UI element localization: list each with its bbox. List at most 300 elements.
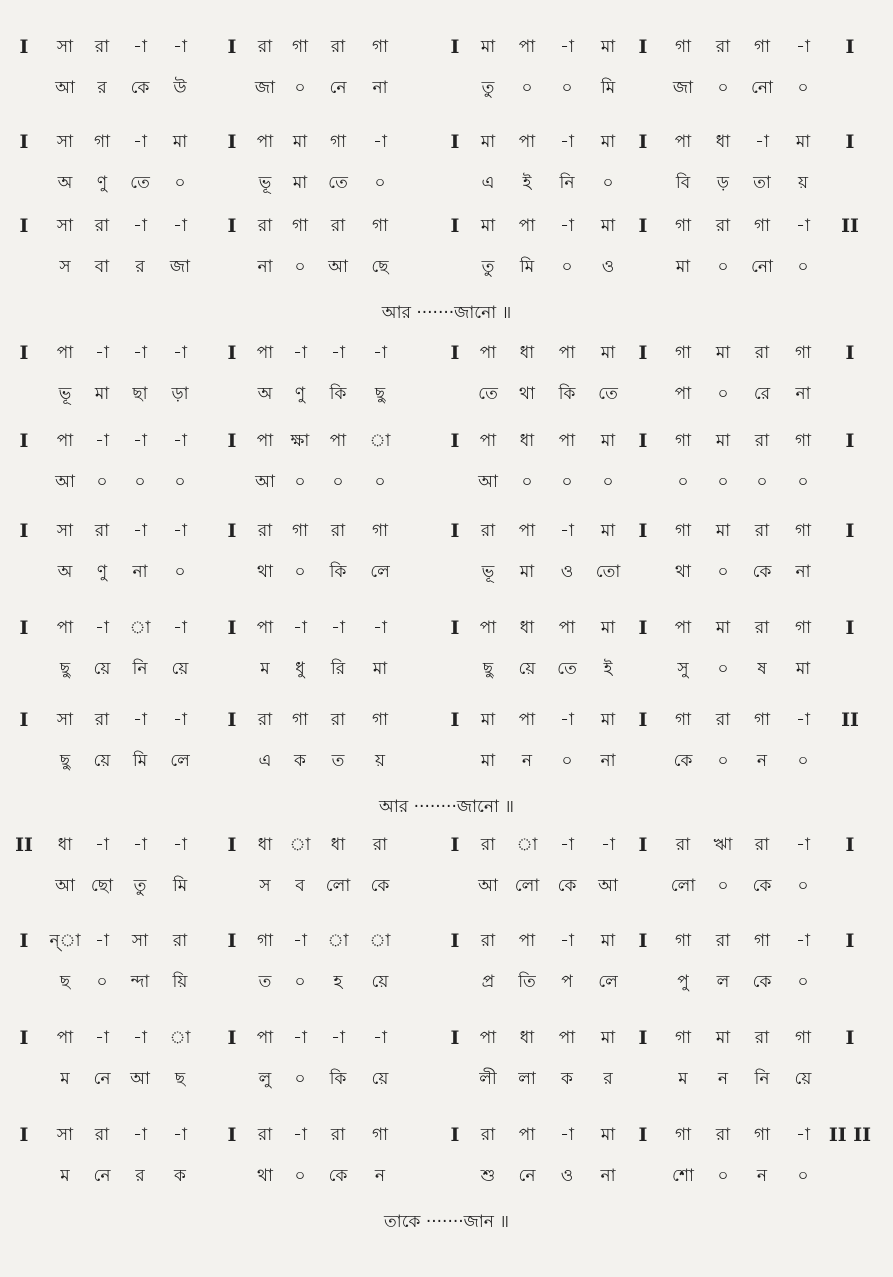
note-cell: -া	[560, 835, 574, 855]
note-cell: -া	[601, 835, 615, 855]
note-cell: -া	[560, 1125, 574, 1145]
lyric-cell: ০	[677, 472, 689, 492]
note-cell: মা	[600, 1028, 616, 1048]
lyric-cell: ০	[717, 562, 729, 582]
lyric-cell: ০	[717, 472, 729, 492]
refrain-line: আর ········জানো ॥	[379, 797, 514, 817]
note-cell: রা	[754, 1028, 770, 1048]
lyric-cell: ভূ	[481, 562, 495, 582]
note-cell: গা	[674, 216, 692, 236]
bar-line: I	[638, 1027, 648, 1049]
lyric-cell: মি	[132, 751, 148, 771]
lyric-cell: ০	[294, 472, 306, 492]
lyric-cell: ০	[717, 751, 729, 771]
bar-line: I	[19, 131, 29, 153]
note-cell: -া	[796, 835, 810, 855]
lyric-cell: ০	[561, 472, 573, 492]
lyrics-row	[0, 746, 893, 776]
note-cell: ধা	[257, 835, 273, 855]
lyric-cell: ০	[294, 257, 306, 277]
note-cell: গা	[329, 132, 347, 152]
note-cell: -া	[796, 710, 810, 730]
lyric-cell: লে	[370, 562, 390, 582]
note-cell: -া	[173, 343, 187, 363]
note-cell: া	[369, 431, 391, 451]
note-cell: -া	[133, 343, 147, 363]
note-cell: রা	[94, 216, 110, 236]
lyric-cell: র	[97, 78, 107, 98]
note-cell: -া	[95, 931, 109, 951]
note-cell: রা	[330, 710, 346, 730]
note-cell: -া	[95, 431, 109, 451]
lyric-cell: র	[135, 1166, 145, 1186]
bar-line: II	[15, 834, 33, 856]
lyric-cell: ০	[294, 972, 306, 992]
note-cell: ধা	[330, 835, 346, 855]
note-cell: মা	[715, 618, 731, 638]
note-cell: রা	[94, 1125, 110, 1145]
lyric-cell: কি	[329, 384, 347, 404]
lyric-cell: ০	[134, 472, 146, 492]
note-cell: গা	[371, 1125, 389, 1145]
notes-row	[0, 705, 893, 735]
lyric-cell: আ	[55, 472, 75, 492]
note-cell: -া	[755, 132, 769, 152]
lyric-cell: ন	[374, 1166, 386, 1186]
note-cell: পা	[479, 618, 497, 638]
bar-line: I	[638, 342, 648, 364]
note-cell: গা	[674, 710, 692, 730]
bar-line: I	[638, 131, 648, 153]
lyric-cell: ষ	[757, 659, 767, 679]
note-cell: -া	[560, 216, 574, 236]
note-cell: পা	[558, 618, 576, 638]
lyrics-row	[0, 73, 893, 103]
bar-line: I	[450, 1027, 460, 1049]
lyric-cell: জা	[672, 78, 694, 98]
lyric-cell: কে	[752, 876, 772, 896]
lyric-cell: নে	[518, 1166, 536, 1186]
lyric-cell: ০	[797, 876, 809, 896]
lyric-cell: রে	[753, 384, 771, 404]
lyric-cell: ০	[561, 257, 573, 277]
bar-line: I	[19, 617, 29, 639]
note-cell: রা	[172, 931, 188, 951]
note-cell: রা	[94, 521, 110, 541]
note-cell: ধা	[519, 343, 535, 363]
note-cell: -া	[331, 343, 345, 363]
note-cell: -া	[331, 1028, 345, 1048]
bar-line: I	[450, 520, 460, 542]
note-cell: ধা	[57, 835, 73, 855]
note-cell: গা	[93, 132, 111, 152]
lyric-cell: তি	[518, 972, 536, 992]
note-cell: -া	[373, 132, 387, 152]
lyric-cell: তে	[557, 659, 577, 679]
note-cell: -া	[560, 521, 574, 541]
lyric-cell: ণু	[96, 562, 108, 582]
note-cell: ধা	[519, 618, 535, 638]
note-cell: -া	[95, 618, 109, 638]
note-cell: -া	[560, 37, 574, 57]
note-cell: ঋা	[713, 835, 733, 855]
lyric-cell: মা	[94, 384, 110, 404]
lyrics-row	[0, 379, 893, 409]
note-cell: রা	[715, 931, 731, 951]
note-cell: মা	[600, 521, 616, 541]
notes-row	[0, 127, 893, 157]
lyric-cell: ০	[174, 173, 186, 193]
bar-line: I	[450, 709, 460, 731]
note-cell: মা	[600, 618, 616, 638]
lyric-cell: ও	[560, 562, 574, 582]
lyric-cell: ত	[258, 972, 272, 992]
bar-line: I	[638, 215, 648, 237]
lyric-cell: নো	[751, 257, 773, 277]
note-cell: মা	[600, 931, 616, 951]
bar-line: I	[638, 617, 648, 639]
lyric-cell: লু	[258, 1069, 272, 1089]
note-cell: গা	[256, 931, 274, 951]
lyric-cell: ০	[332, 472, 344, 492]
refrain-line: তাকে ·······জান ॥	[384, 1212, 509, 1232]
bar-line: I	[450, 215, 460, 237]
lyric-cell: ০	[561, 751, 573, 771]
notes-row	[0, 338, 893, 368]
note-cell: পা	[479, 431, 497, 451]
lyric-cell: ও	[560, 1166, 574, 1186]
notes-row	[0, 516, 893, 546]
notes-row	[0, 426, 893, 456]
lyric-cell: য়ে	[794, 1069, 812, 1089]
note-cell: পা	[518, 521, 536, 541]
bar-line: I	[845, 617, 855, 639]
refrain-line: আর ·······জানো ॥	[381, 303, 512, 323]
bar-line: I	[19, 215, 29, 237]
note-cell: গা	[794, 431, 812, 451]
lyric-cell: নে	[93, 1069, 111, 1089]
note-cell: মা	[600, 343, 616, 363]
lyric-cell: লে	[170, 751, 190, 771]
lyric-cell: থা	[257, 562, 273, 582]
lyric-cell: নে	[329, 78, 347, 98]
note-cell: -া	[95, 1028, 109, 1048]
note-cell: পা	[256, 343, 274, 363]
lyric-cell: কে	[752, 972, 772, 992]
bar-line: I	[450, 834, 460, 856]
lyric-cell: অ	[257, 384, 273, 404]
note-cell: ক্ষা	[290, 431, 310, 451]
note-cell: রা	[330, 521, 346, 541]
note-cell: মা	[480, 132, 496, 152]
note-cell: রা	[480, 1125, 496, 1145]
note-cell: পা	[674, 132, 692, 152]
lyric-cell: কে	[752, 562, 772, 582]
lyric-cell: পা	[674, 384, 692, 404]
lyric-cell: ও	[601, 257, 615, 277]
note-cell: -া	[133, 710, 147, 730]
note-cell: -া	[173, 835, 187, 855]
lyric-cell: তে	[598, 384, 618, 404]
lyric-cell: লে	[598, 972, 618, 992]
lyric-cell: কি	[329, 1069, 347, 1089]
lyric-cell: মা	[519, 562, 535, 582]
bar-line: I	[450, 430, 460, 452]
note-cell: রা	[715, 710, 731, 730]
note-cell: মা	[600, 710, 616, 730]
note-cell: মা	[715, 521, 731, 541]
note-cell: া	[369, 931, 391, 951]
lyric-cell: ০	[174, 562, 186, 582]
note-cell: মা	[600, 216, 616, 236]
note-cell: মা	[715, 431, 731, 451]
note-cell: রা	[372, 835, 388, 855]
lyric-cell: ন	[717, 1069, 729, 1089]
note-cell: পা	[518, 710, 536, 730]
note-cell: -া	[796, 216, 810, 236]
bar-line: II II	[828, 1124, 872, 1146]
note-cell: গা	[291, 216, 309, 236]
note-cell: রা	[257, 216, 273, 236]
note-cell: গা	[753, 1125, 771, 1145]
lyric-cell: লো	[514, 876, 540, 896]
note-cell: গা	[753, 710, 771, 730]
lyric-cell: মা	[795, 659, 811, 679]
note-cell: রা	[675, 835, 691, 855]
bar-line: I	[845, 131, 855, 153]
bar-line: I	[227, 834, 237, 856]
note-cell: -া	[560, 710, 574, 730]
lyric-cell: ছে	[371, 257, 389, 277]
lyric-cell: হ	[333, 972, 343, 992]
note-cell: গা	[753, 216, 771, 236]
note-cell: পা	[518, 931, 536, 951]
bar-line: I	[450, 342, 460, 364]
lyric-cell: ০	[602, 472, 614, 492]
note-cell: ধা	[519, 431, 535, 451]
note-cell: গা	[794, 343, 812, 363]
lyric-cell: লো	[670, 876, 696, 896]
lyric-cell: তু	[133, 876, 147, 896]
bar-line: I	[638, 36, 648, 58]
note-cell: পা	[256, 618, 274, 638]
lyrics-row	[0, 654, 893, 684]
note-cell: গা	[291, 710, 309, 730]
note-cell: পা	[479, 1028, 497, 1048]
bar-line: I	[227, 430, 237, 452]
lyric-cell: ন্দা	[130, 972, 150, 992]
note-cell: -া	[796, 931, 810, 951]
lyric-cell: ব	[295, 876, 305, 896]
note-cell: গা	[753, 931, 771, 951]
note-cell: গা	[674, 931, 692, 951]
lyric-cell: আ	[255, 472, 275, 492]
lyric-cell: ত	[331, 751, 345, 771]
note-cell: মা	[480, 216, 496, 236]
note-cell: গা	[371, 710, 389, 730]
lyric-cell: লী	[479, 1069, 497, 1089]
note-cell: মা	[600, 37, 616, 57]
lyric-cell: মি	[519, 257, 535, 277]
bar-line: II	[841, 215, 859, 237]
note-cell: -া	[133, 216, 147, 236]
note-cell: -া	[133, 1125, 147, 1145]
note-cell: গা	[674, 431, 692, 451]
lyric-cell: ছু	[59, 751, 71, 771]
note-cell: া	[327, 931, 349, 951]
note-cell: -া	[133, 835, 147, 855]
note-cell: গা	[794, 1028, 812, 1048]
note-cell: পা	[558, 431, 576, 451]
lyric-cell: জা	[169, 257, 191, 277]
lyric-cell: থা	[675, 562, 691, 582]
note-cell: -া	[560, 931, 574, 951]
note-cell: পা	[256, 1028, 274, 1048]
note-cell: -া	[293, 1125, 307, 1145]
note-cell: মা	[480, 37, 496, 57]
note-cell: পা	[56, 1028, 74, 1048]
note-cell: ধা	[519, 1028, 535, 1048]
note-cell: মা	[715, 343, 731, 363]
lyric-cell: ণু	[96, 173, 108, 193]
note-cell: -া	[133, 37, 147, 57]
note-cell: রা	[754, 343, 770, 363]
bar-line: I	[845, 930, 855, 952]
lyric-cell: ড়	[716, 173, 730, 193]
lyric-cell: ন	[756, 1166, 768, 1186]
lyric-cell: ম	[60, 1166, 70, 1186]
lyric-cell: ণু	[294, 384, 306, 404]
note-cell: পা	[558, 1028, 576, 1048]
lyrics-row	[0, 871, 893, 901]
lyric-cell: ০	[374, 173, 386, 193]
lyric-cell: ০	[602, 173, 614, 193]
note-cell: মা	[600, 431, 616, 451]
lyric-cell: ০	[717, 257, 729, 277]
bar-line: I	[227, 1124, 237, 1146]
lyric-cell: শু	[480, 1166, 496, 1186]
lyric-cell: বা	[94, 257, 110, 277]
note-cell: -া	[373, 1028, 387, 1048]
lyric-cell: ০	[294, 78, 306, 98]
lyrics-row	[0, 1064, 893, 1094]
lyric-cell: এ	[258, 751, 272, 771]
lyric-cell: ছো	[90, 876, 114, 896]
bar-line: I	[19, 1124, 29, 1146]
lyric-cell: ম	[678, 1069, 688, 1089]
note-cell: -া	[560, 132, 574, 152]
lyric-cell: উ	[173, 78, 187, 98]
note-cell: রা	[715, 216, 731, 236]
lyric-cell: ভূ	[58, 384, 72, 404]
note-cell: -া	[173, 618, 187, 638]
lyrics-row	[0, 967, 893, 997]
lyric-cell: তা	[753, 173, 771, 193]
bar-line: I	[845, 430, 855, 452]
note-cell: -া	[95, 343, 109, 363]
note-cell: রা	[94, 37, 110, 57]
lyric-cell: আ	[328, 257, 348, 277]
lyric-cell: ০	[756, 472, 768, 492]
bar-line: I	[638, 1124, 648, 1146]
lyric-cell: য়ে	[518, 659, 536, 679]
lyric-cell: থা	[519, 384, 535, 404]
note-cell: -া	[293, 618, 307, 638]
bar-line: I	[19, 430, 29, 452]
lyric-cell: ০	[294, 562, 306, 582]
note-cell: রা	[754, 431, 770, 451]
lyric-cell: ০	[96, 972, 108, 992]
lyric-cell: কে	[673, 751, 693, 771]
note-cell: রা	[754, 835, 770, 855]
lyric-cell: ম	[260, 659, 270, 679]
note-cell: া	[169, 1028, 191, 1048]
lyric-cell: পু	[677, 972, 689, 992]
note-cell: পা	[518, 1125, 536, 1145]
lyric-cell: ০	[717, 659, 729, 679]
lyric-cell: নি	[559, 173, 575, 193]
lyric-cell: এ	[481, 173, 495, 193]
note-cell: রা	[715, 1125, 731, 1145]
notes-row	[0, 1120, 893, 1150]
lyric-cell: নি	[754, 1069, 770, 1089]
note-cell: গা	[371, 37, 389, 57]
lyric-cell: কে	[370, 876, 390, 896]
note-cell: রা	[330, 1125, 346, 1145]
note-cell: সা	[56, 521, 74, 541]
note-cell: -া	[373, 343, 387, 363]
notes-row	[0, 926, 893, 956]
note-cell: -া	[796, 37, 810, 57]
lyric-cell: জা	[254, 78, 276, 98]
bar-line: I	[227, 930, 237, 952]
note-cell: -া	[796, 1125, 810, 1145]
lyric-cell: তে	[478, 384, 498, 404]
lyric-cell: ০	[797, 751, 809, 771]
lyric-cell: কি	[329, 562, 347, 582]
lyric-cell: ন	[521, 751, 533, 771]
note-cell: -া	[133, 1028, 147, 1048]
lyric-cell: সু	[677, 659, 689, 679]
lyric-cell: না	[600, 1166, 616, 1186]
lyric-cell: ০	[294, 1166, 306, 1186]
bar-line: I	[638, 930, 648, 952]
note-cell: সা	[56, 710, 74, 730]
lyric-cell: ০	[717, 876, 729, 896]
lyric-cell: আ	[55, 876, 75, 896]
note-cell: রা	[480, 521, 496, 541]
note-cell: পা	[56, 431, 74, 451]
lyric-cell: মা	[675, 257, 691, 277]
lyric-cell: ০	[521, 472, 533, 492]
lyric-cell: না	[257, 257, 273, 277]
lyric-cell: ছা	[132, 384, 148, 404]
lyrics-row	[0, 252, 893, 282]
note-cell: পা	[56, 343, 74, 363]
bar-line: I	[227, 342, 237, 364]
lyrics-row	[0, 168, 893, 198]
lyric-cell: ছ	[174, 1069, 186, 1089]
lyric-cell: স	[59, 257, 71, 277]
note-cell: -া	[133, 431, 147, 451]
note-cell: -া	[173, 216, 187, 236]
note-cell: রা	[480, 931, 496, 951]
note-cell: রা	[257, 1125, 273, 1145]
lyric-cell: রি	[330, 659, 346, 679]
note-cell: গা	[291, 37, 309, 57]
bar-line: I	[227, 709, 237, 731]
lyric-cell: ল	[716, 972, 730, 992]
